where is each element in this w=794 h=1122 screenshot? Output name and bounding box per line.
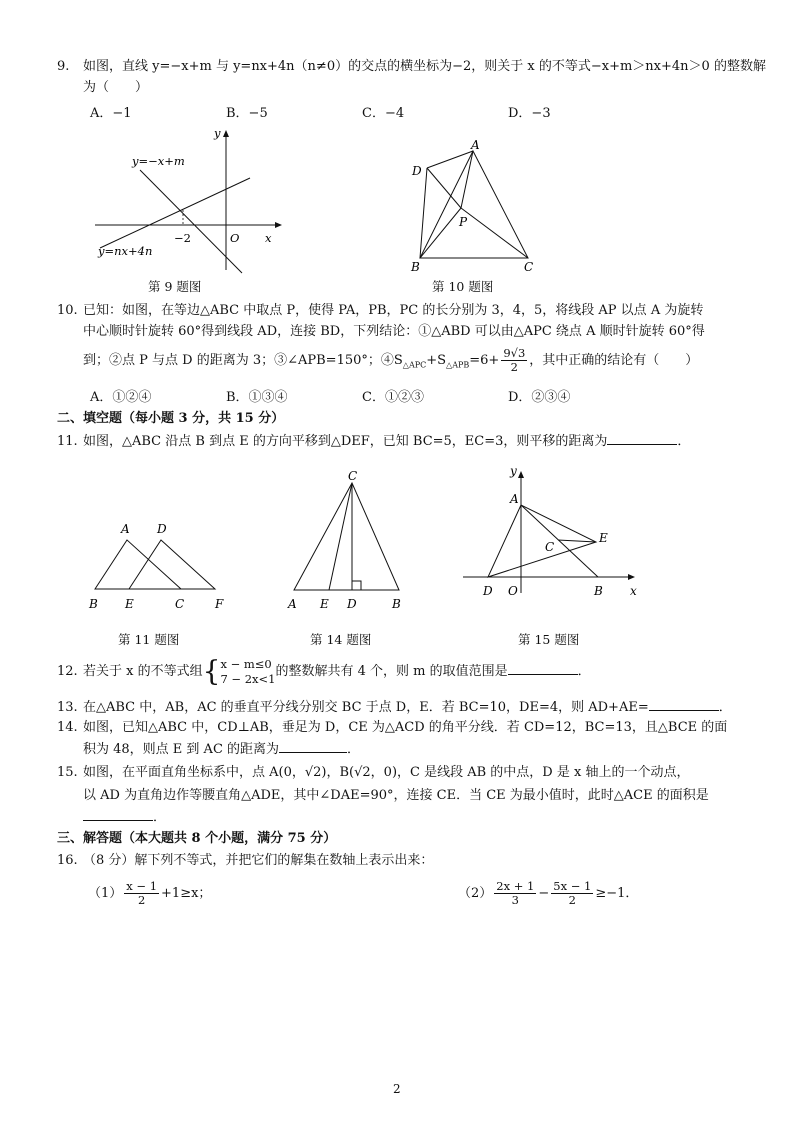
q16-p2-fraction2 — [551, 880, 593, 907]
q14-line1 — [57, 719, 727, 737]
q10-eq: =6+ — [469, 353, 500, 368]
segment-cp — [461, 208, 528, 258]
q9-figure — [90, 125, 290, 275]
q10-text-3a: 到；②点 P 与点 D 的距离为 3；③∠APB=150°；④S — [83, 353, 403, 368]
label-d: D — [412, 164, 422, 178]
q9-line2: 为（ ） — [83, 80, 149, 95]
q11-answer-blank[interactable] — [607, 432, 677, 445]
label-d: D — [483, 584, 493, 598]
q10-sub2: △APB — [446, 360, 470, 370]
q10-fraction — [501, 347, 527, 374]
q10-sub1: △APC — [402, 360, 427, 370]
q12-ineq2: 7 − 2x<1 — [220, 671, 276, 686]
q16-p2-rest: ≥−1． — [595, 886, 639, 901]
q16-p2-minus: − — [538, 886, 550, 901]
label-a: A — [121, 522, 130, 536]
q12-number: 12. — [57, 664, 78, 679]
q12-answer-blank[interactable] — [508, 662, 578, 675]
q10-frac-denominator: 2 — [510, 360, 518, 374]
q16-p1-denominator: 2 — [137, 893, 146, 907]
q12-end: ． — [577, 664, 591, 679]
q15-end: ． — [153, 810, 167, 825]
q10-text-3b: ，其中正确的结论有（ ） — [529, 353, 699, 368]
q12-line — [57, 655, 591, 689]
q10-number: 10. — [57, 303, 78, 318]
label-e: E — [320, 597, 329, 611]
label-b: B — [594, 584, 603, 598]
x-axis-arrow-icon — [628, 574, 635, 580]
q15-number: 15. — [57, 765, 78, 780]
q16-p1-numerator: x − 1 — [126, 879, 158, 893]
label-d: D — [347, 597, 357, 611]
q16-p1-fraction — [124, 880, 159, 907]
q10-line1 — [57, 302, 703, 320]
q15-caption: 第 15 题图 — [518, 632, 580, 647]
segment-dp — [427, 168, 461, 208]
label-b: B — [411, 260, 420, 274]
q16-number: 16. — [57, 853, 78, 868]
label-l1: y=−x+m — [132, 154, 185, 168]
q13-answer-blank[interactable] — [649, 698, 719, 711]
q15-line3 — [83, 808, 166, 827]
q16-line — [57, 852, 433, 870]
q16-part1 — [88, 876, 211, 912]
q11-end: ． — [677, 434, 691, 449]
label-y: y — [510, 465, 517, 478]
page-number: 2 — [393, 1082, 401, 1096]
q10-figure — [405, 138, 550, 278]
label-p: P — [459, 215, 468, 229]
q10-text-1: 已知：如图，在等边△ABC 中取点 P，使得 PA，PB，PC 的长分别为 3，4，5，将线段 AP 以点 A 为旋转 — [83, 303, 704, 318]
label-l2: y=nx+4n — [98, 244, 153, 258]
x-axis-arrow-icon — [275, 222, 282, 228]
q9-option-d: D．−3 — [508, 106, 551, 121]
q10-plus: +S — [426, 353, 447, 368]
label-c: C — [524, 260, 534, 274]
q9-caption: 第 9 题图 — [148, 279, 202, 294]
q14-line2 — [83, 740, 360, 759]
label-c: C — [175, 597, 185, 611]
label-y: y — [214, 126, 221, 140]
q16-p1-label: （1） — [88, 886, 123, 901]
section-2-heading: 二、填空题（每小题 3 分，共 15 分） — [57, 411, 285, 426]
q14-number: 14. — [57, 720, 78, 735]
q14-text-1: 如图，已知△ABC 中，CD⊥AB，垂足为 D，CE 为△ACD 的角平分线．若 CD=12，BC=13，且△BCE 的面 — [83, 720, 728, 735]
line-y-neg-x-plus-m — [140, 170, 242, 273]
q11-text: 如图，△ABC 沿点 B 到点 E 的方向平移到△DEF，已知 BC=5，EC=3，则平移的距离为 — [83, 434, 608, 449]
label-o: O — [508, 584, 518, 598]
label-e: E — [599, 531, 608, 545]
q15-answer-blank[interactable] — [83, 808, 153, 821]
q14-caption: 第 14 题图 — [310, 632, 372, 647]
segment-db — [420, 168, 427, 258]
q10-option-a: A．①②④ — [90, 390, 152, 405]
q11-number: 11. — [57, 434, 78, 449]
q9-number: 9. — [57, 59, 70, 74]
q16-p2-numerator2: 5x − 1 — [553, 879, 592, 893]
q13-end: ． — [718, 700, 732, 715]
section-3-heading: 三、解答题（本大题共 8 个小题，满分 75 分） — [57, 831, 337, 846]
segment-ce — [558, 540, 596, 542]
q10-caption: 第 10 题图 — [432, 279, 494, 294]
q16-text: （8 分）解下列不等式，并把它们的解集在数轴上表示出来： — [83, 853, 434, 868]
brace-icon: { — [202, 654, 221, 688]
q13-number: 13. — [57, 700, 78, 715]
y-axis-arrow-icon — [518, 471, 524, 478]
q15-line1 — [57, 764, 689, 782]
triangle-abc — [294, 483, 399, 590]
q10-option-d: D．②③④ — [508, 390, 571, 405]
q12-system — [220, 657, 275, 687]
label-d: D — [157, 522, 167, 536]
label-f: F — [215, 597, 224, 611]
segment-ap — [461, 151, 473, 208]
q14-answer-blank[interactable] — [279, 740, 347, 753]
q13-text: 在△ABC 中，AB，AC 的垂直平分线分别交 BC 于点 D，E．若 BC=10，DE=4，则 AD+AE= — [83, 700, 649, 715]
segment-ce — [329, 483, 352, 590]
q15-figure — [458, 465, 648, 605]
label-b: B — [89, 597, 98, 611]
q14-figure — [282, 470, 412, 615]
label-c: C — [545, 540, 555, 554]
q16-part2 — [458, 876, 638, 912]
q12-text-post: 的整数解共有 4 个，则 m 的取值范围是 — [275, 664, 508, 679]
label-x: x — [265, 231, 272, 245]
q14-text-2: 积为 48，则点 E 到 AC 的距离为 — [83, 742, 280, 757]
label-a: A — [510, 492, 519, 506]
q9-line1 — [57, 58, 766, 76]
q11-figure — [85, 515, 235, 615]
q15-text-1: 如图，在平面直角坐标系中，点 A(0，√2)，B(√2，0)，C 是线段 AB 的中点，D 是 x 轴上的一个动点， — [83, 765, 690, 780]
label-c: C — [348, 470, 358, 483]
q15-line2: 以 AD 为直角边作等腰直角△ADE，其中∠DAE=90°，连接 CE．当 CE 为最小值时，此时△ACE 的面积是 — [83, 788, 709, 803]
right-angle-mark — [352, 581, 361, 590]
label-e: E — [125, 597, 134, 611]
q10-option-c: C．①②③ — [362, 390, 424, 405]
q11-caption: 第 11 题图 — [118, 632, 180, 647]
label-tick-neg2: −2 — [174, 231, 191, 245]
label-a: A — [471, 138, 480, 152]
q16-p2-numerator1: 2x + 1 — [496, 879, 535, 893]
q9-option-a: A．−1 — [90, 106, 132, 121]
label-x: x — [630, 584, 637, 598]
q10-line3 — [83, 344, 698, 383]
q10-frac-numerator: 9√3 — [503, 346, 526, 360]
label-b: B — [392, 597, 401, 611]
q16-p1-rest: +1≥x； — [161, 886, 212, 901]
q10-line2: 中心顺时针旋转 60°得到线段 AD，连接 BD，下列结论：①△ABD 可以由△APC 绕点 A 顺时针旋转 60°得 — [83, 324, 705, 339]
label-a: A — [288, 597, 297, 611]
q14-end: ． — [347, 742, 361, 757]
q9-option-b: B．−5 — [226, 106, 268, 121]
q10-option-b: B．①③④ — [226, 390, 288, 405]
q16-p2-denominator2: 2 — [568, 893, 576, 907]
y-axis-arrow-icon — [223, 130, 229, 137]
q11-line — [57, 432, 690, 451]
q9-option-c: C．−4 — [362, 106, 405, 121]
q13-line — [57, 698, 732, 717]
q12-ineq1: x − m≤0 — [220, 656, 272, 671]
q16-p2-label: （2） — [458, 886, 493, 901]
label-origin: O — [230, 231, 240, 245]
triangle-abc — [420, 151, 528, 258]
q16-p2-denominator1: 3 — [511, 893, 519, 907]
q12-text-pre: 若关于 x 的不等式组 — [83, 664, 203, 679]
q16-p2-fraction1 — [494, 880, 536, 907]
triangle-abc — [95, 540, 181, 589]
q9-text: 如图，直线 y=−x+m 与 y=nx+4n（n≠0）的交点的横坐标为−2，则关于 x 的不等式−x+m＞nx+4n＞0 的整数解 — [83, 59, 766, 74]
triangle-def — [129, 540, 215, 589]
